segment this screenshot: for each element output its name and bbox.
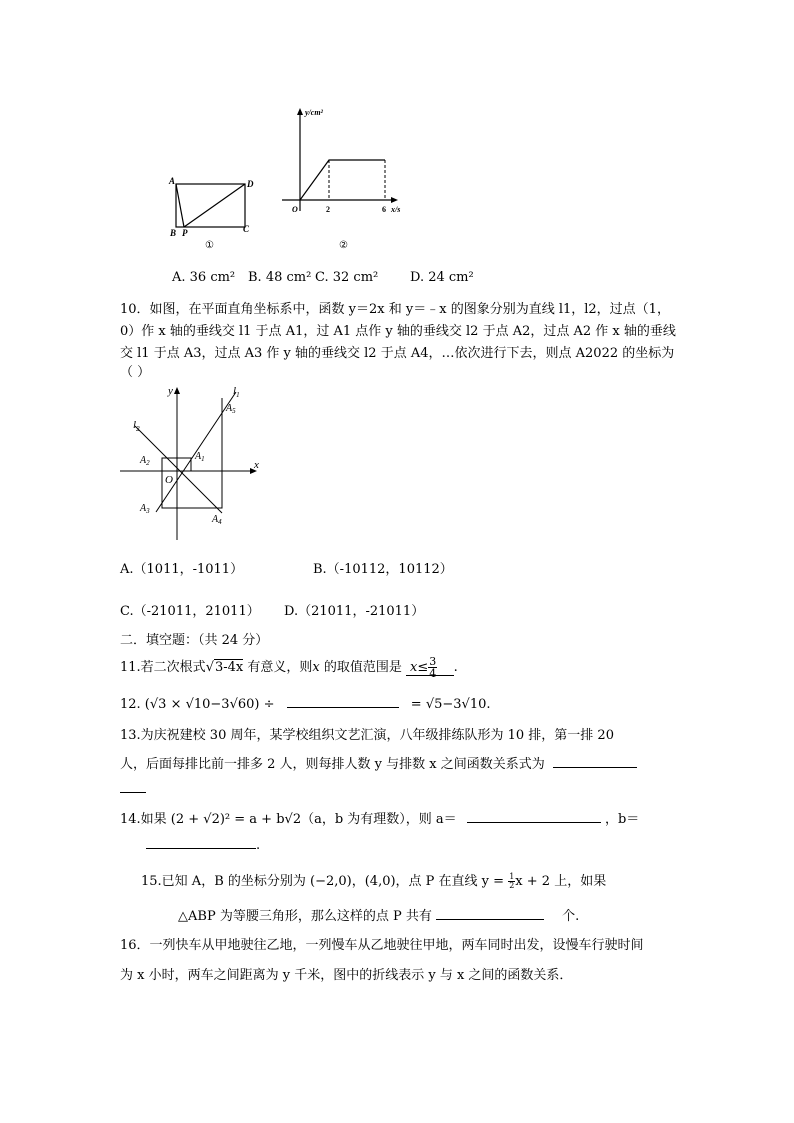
q16-line-1: 16．一列快车从甲地驶往乙地，一列慢车从乙地驶往甲地，两车同时出发，设慢车行驶时间: [120, 938, 644, 953]
q13-answer-blank-cont[interactable]: [120, 780, 146, 793]
label-l2: l: [133, 419, 137, 431]
axis-x: x: [254, 459, 259, 471]
q10-option-d: D.（21011，-21011）: [284, 604, 425, 619]
q15-line-1: 15.已知 A，B 的坐标分别为 (−2,0)，(4,0)，点 P 在直线 y = $\frac{1}{2}$ x + 2 上，如果: [141, 872, 607, 890]
origin-label: O: [292, 205, 298, 214]
q14-answer-a-blank[interactable]: [467, 810, 601, 823]
q14-line-2: .: [146, 836, 260, 853]
label-a3: A: [140, 503, 147, 514]
q13-answer-blank[interactable]: [553, 755, 637, 768]
label-a5: A: [226, 403, 233, 414]
svg-text:A2: $A_2$: [140, 455, 150, 467]
axis-y: y: [168, 385, 173, 397]
origin-O: O: [165, 474, 173, 486]
q9-option-a: A. 36 cm²: [172, 270, 236, 285]
label-A: A: [169, 176, 176, 186]
label-l2-sub: 2: [136, 425, 140, 433]
label-B: B: [170, 228, 177, 238]
label-a2: A: [140, 455, 147, 466]
q15-line-2: △ABP 为等腰三角形，那么这样的点 P 共有 个.: [178, 909, 580, 924]
label-P: P: [182, 228, 188, 238]
label-l1-sub: 1: [236, 391, 240, 399]
tick-2: 2: [326, 205, 330, 214]
caption-1: ①: [205, 240, 214, 251]
q10-option-b: B.（-10112，10112）: [313, 562, 453, 577]
q10-option-c: C.（-21011，21011）: [120, 604, 260, 619]
q14-answer-b-blank[interactable]: [146, 836, 256, 849]
tick-6: 6: [382, 205, 386, 214]
figure-coordinate-lines: [118, 382, 268, 542]
label-a4: A: [212, 514, 219, 525]
svg-text:A1: $A_1$: [195, 451, 205, 463]
figure-graph: [272, 103, 422, 253]
q12-answer-blank[interactable]: [287, 695, 399, 708]
axis-y-label: y/cm²: [305, 108, 323, 117]
q14: 14.如果 (2 + √2)² = a + b√2（a，b 为有理数），则 a＝ ，b＝: [120, 812, 640, 827]
q15-answer-blank[interactable]: [436, 907, 544, 920]
label-D: D: [247, 179, 254, 189]
q9-option-c: C. 32 cm²: [315, 270, 379, 285]
svg-text:l2: [133, 419, 140, 433]
q13-line-1: 13.为庆祝建校 30 周年，某学校组织文艺汇演，八年级排练队形为 10 排，第一排 20: [120, 728, 614, 743]
q13-line-2: 人，后面每排比前一排多 2 人，则每排人数 y 与排数 x 之间函数关系式为: [120, 753, 637, 772]
svg-text:A3: $A_3$: [140, 503, 150, 515]
figure-rectangle: [165, 172, 265, 252]
q9-option-b: B. 48 cm²: [248, 270, 312, 285]
label-C: C: [243, 224, 250, 234]
axis-x-label: x/s: [391, 205, 401, 214]
q11: 11.若二次根式√3-4x 有意义，则x 的取值范围是 x≤ $\frac{3}{4}$ .: [120, 655, 458, 680]
q12: 12. (√3 × √10−3√60) ÷ = √5−3√10.: [120, 697, 491, 712]
svg-text:l1: [233, 385, 240, 399]
caption-2: ②: [339, 240, 348, 251]
q10-option-a: A.（1011，-1011）: [120, 562, 244, 577]
section-title: 二．填空题：（共 24 分）: [120, 633, 269, 648]
svg-text:A4: $A_4$: [212, 514, 222, 526]
q10-line-4: （ ）: [120, 365, 151, 380]
label-a1: A: [195, 451, 202, 462]
q10-line-1: 10．如图，在平面直角坐标系中，函数 y＝2x 和 y＝﹣x 的图象分别为直线 l1，l2，过点（1，: [120, 302, 670, 317]
q10-line-2: 0）作 x 轴的垂线交 l1 于点 A1，过 A1 点作 y 轴的垂线交 l2 于点 A2，过点 A2 作 x 轴的垂线: [120, 324, 676, 339]
q16-line-2: 为 x 小时，两车之间距离为 y 千米，图中的折线表示 y 与 x 之间的函数关系．: [120, 968, 573, 983]
label-l1: l: [233, 385, 237, 397]
q9-option-d: D. 24 cm²: [410, 270, 474, 285]
svg-text:A5: $A_5$: [226, 403, 236, 415]
q10-line-3: 交 l1 于点 A3，过点 A3 作 y 轴的垂线交 l2 于点 A4，…依次进行下去，则点 A2022 的坐标为: [120, 346, 675, 361]
